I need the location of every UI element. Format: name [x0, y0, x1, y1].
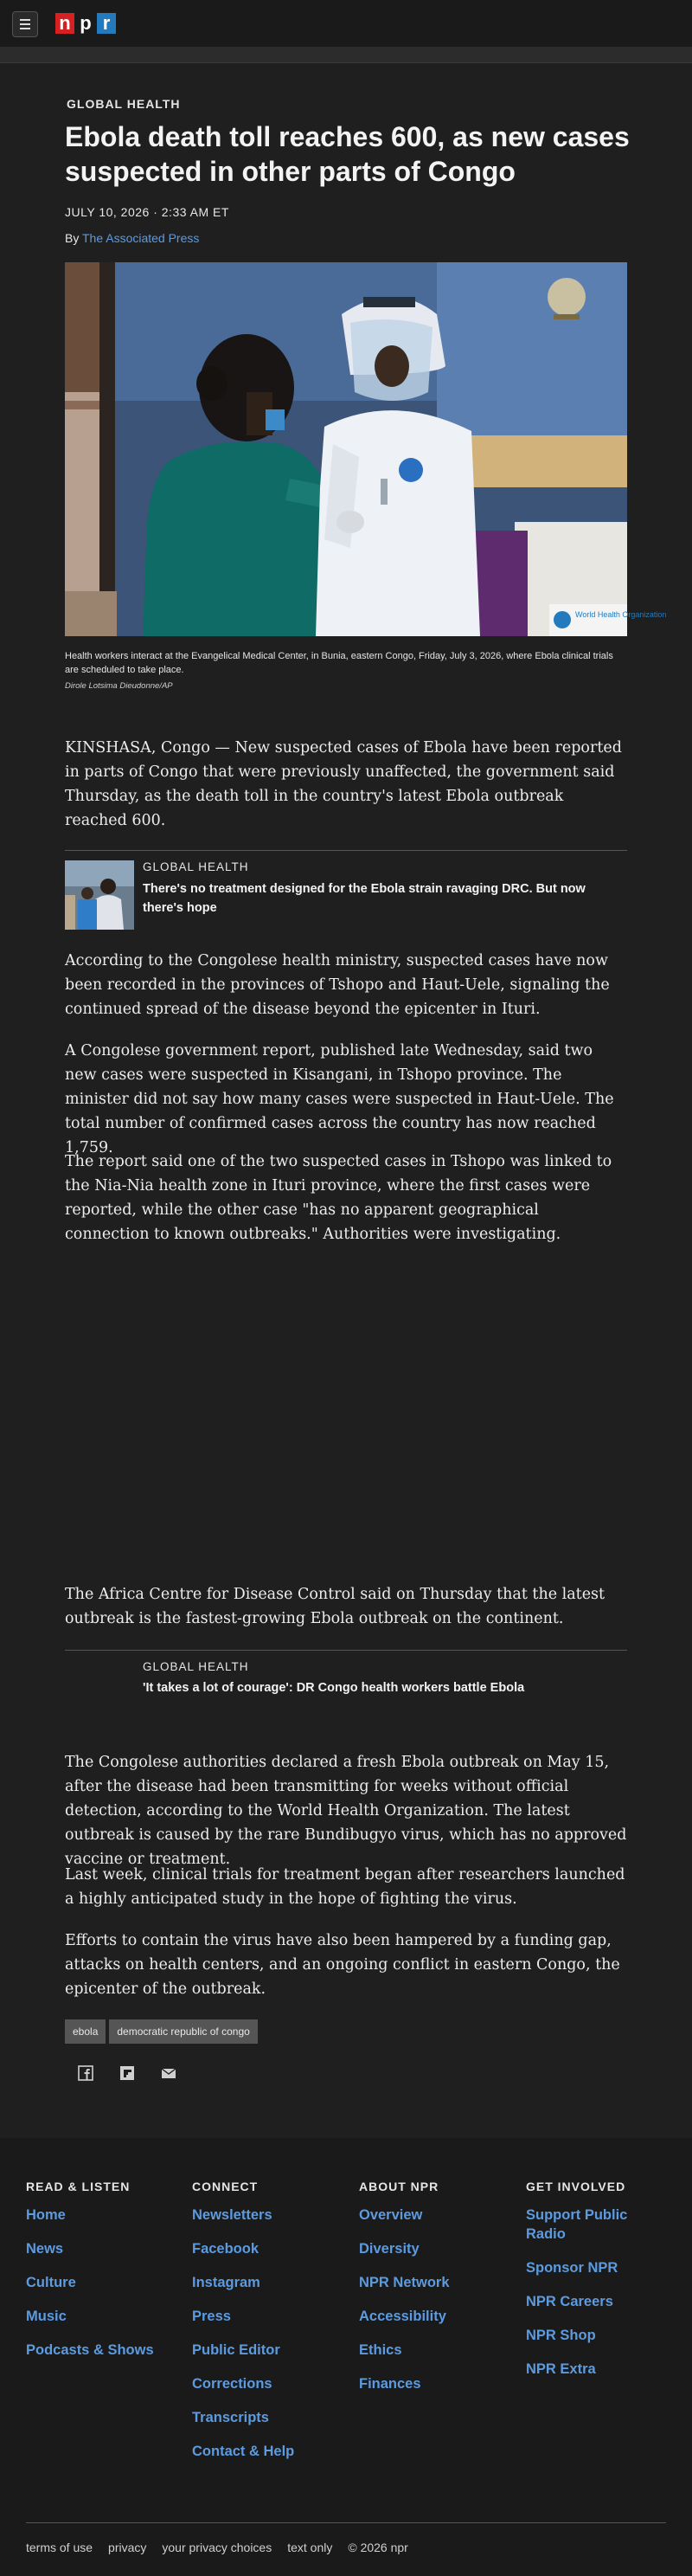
footer-link-accessibility[interactable]: Accessibility	[359, 2309, 446, 2324]
ad-placeholder	[65, 1264, 627, 1567]
footer-copyright: © 2026 npr	[348, 2541, 408, 2554]
byline	[65, 231, 199, 245]
photo-credit: Dirole Lotsima Dieudonne/AP	[65, 681, 173, 691]
paragraph-1: KINSHASA, Congo — New suspected cases of Ebola have been reported in parts of Congo that were previously unaffected, the government said Thursday, as the death toll in the country's latest Ebola outbreak reached 600.	[65, 739, 622, 829]
footer-link-support[interactable]: Support Public Radio	[526, 2207, 628, 2242]
footer-link-finances[interactable]: Finances	[359, 2376, 421, 2392]
article-date: JULY 10, 2026 · 2:33 AM ET	[65, 205, 229, 219]
tag-drc[interactable]: democratic republic of congo	[109, 2019, 257, 2044]
footer-link-overview[interactable]: Overview	[359, 2207, 423, 2223]
byline-prefix: By	[65, 231, 82, 245]
footer-link-contact[interactable]: Contact & Help	[192, 2444, 295, 2459]
footer-link-corrections[interactable]: Corrections	[192, 2376, 272, 2392]
author-link[interactable]: The Associated Press	[81, 231, 200, 245]
footer-column-connect	[192, 2180, 339, 2476]
footer-link-newsletters[interactable]: Newsletters	[192, 2207, 272, 2223]
tag-list	[65, 2019, 258, 2044]
header-divider	[0, 48, 692, 63]
site-footer	[0, 2138, 692, 2576]
hamburger-icon[interactable]	[12, 11, 38, 37]
logo-letter-p: p	[76, 13, 95, 34]
top-navigation-bar	[0, 0, 692, 48]
footer-link-npr-network[interactable]: NPR Network	[359, 2275, 450, 2290]
footer-link-instagram[interactable]: Instagram	[192, 2275, 260, 2290]
lead-photo	[65, 262, 667, 636]
related-story-thumbnail[interactable]	[65, 860, 134, 930]
footer-link-extra[interactable]: NPR Extra	[526, 2361, 596, 2377]
paragraph-3: A Congolese government report, published late Wednesday, said two new cases were suspected in Kisangani, in Tshopo province. The minister did not say how many cases were suspected in Haut-Uele. The total number of confirmed cases across the country has now reached 1,759.	[65, 1042, 614, 1156]
related-story-1[interactable]	[65, 850, 627, 937]
footer-heading: CONNECT	[192, 2180, 259, 2193]
flipboard-icon[interactable]	[119, 2065, 135, 2081]
footer-terms-link[interactable]: terms of use	[26, 2541, 93, 2554]
footer-link-transcripts[interactable]: Transcripts	[192, 2410, 269, 2425]
footer-privacy-link[interactable]: privacy	[108, 2541, 147, 2554]
paragraph-6: The Congolese authorities declared a fresh Ebola outbreak on May 15, after the disease had been transmitting for weeks without official detection, according to the World Health Organization. The latest outbreak is caused by the rare Bundibugyo virus, which has no approved vaccine or treatment.	[65, 1754, 627, 1868]
paragraph-2: According to the Congolese health ministry, suspected cases have now been recorded in the provinces of Tshopo and Haut-Uele, signaling the continued spread of the disease beyond the epicenter in Ituri.	[65, 952, 610, 1018]
footer-link-home[interactable]: Home	[26, 2207, 66, 2223]
footer-link-facebook[interactable]: Facebook	[192, 2241, 260, 2257]
footer-text-only-link[interactable]: text only	[287, 2541, 333, 2554]
footer-legal-links	[26, 2541, 424, 2554]
footer-link-culture[interactable]: Culture	[26, 2275, 76, 2290]
footer-link-careers[interactable]: NPR Careers	[526, 2294, 613, 2309]
paragraph-5: The Africa Centre for Disease Control said on Thursday that the latest outbreak is the fastest-growing Ebola outbreak on the continent.	[65, 1586, 606, 1627]
who-sign-text: World Health Organization	[575, 610, 667, 619]
footer-link-shop[interactable]: NPR Shop	[526, 2328, 596, 2343]
facebook-icon[interactable]	[78, 2065, 93, 2081]
footer-link-music[interactable]: Music	[26, 2309, 67, 2324]
footer-link-press[interactable]: Press	[192, 2309, 231, 2324]
footer-column-get-involved	[526, 2180, 669, 2393]
lead-photo-illustration	[65, 262, 667, 636]
logo-letter-n: n	[55, 13, 74, 34]
article-headline: Ebola death toll reaches 600, as new cases suspected in other parts of Congo	[65, 121, 630, 187]
paragraph-4: The report said one of the two suspected cases in Tshopo was linked to the Nia-Nia health zone in Ituri province, where the first cases were reported, while the other case "has no apparent geographical connection to known outbreaks." Authorities were investigating.	[65, 1153, 612, 1243]
footer-link-sponsor[interactable]: Sponsor NPR	[526, 2260, 618, 2276]
related-thumbnail-image	[65, 860, 134, 930]
footer-link-diversity[interactable]: Diversity	[359, 2241, 420, 2257]
npr-logo[interactable]	[55, 13, 116, 34]
footer-heading: GET INVOLVED	[526, 2180, 626, 2193]
footer-heading: ABOUT NPR	[359, 2180, 439, 2193]
paragraph-7: Last week, clinical trials for treatment began after researchers launched a highly anticipated study in the hope of fighting the virus.	[65, 1866, 625, 1908]
footer-link-podcasts[interactable]: Podcasts & Shows	[26, 2342, 154, 2358]
photo-caption: Health workers interact at the Evangelical Medical Center, in Bunia, eastern Congo, Friday, July 3, 2026, where Ebola clinical trials are scheduled to take place.	[65, 651, 613, 675]
footer-divider	[26, 2522, 666, 2523]
section-label[interactable]: GLOBAL HEALTH	[67, 97, 181, 111]
related-story-title[interactable]: 'It takes a lot of courage': DR Congo health workers battle Ebola	[143, 1681, 525, 1695]
share-tools	[78, 2065, 176, 2081]
related-story-label: GLOBAL HEALTH	[143, 860, 249, 873]
footer-link-ethics[interactable]: Ethics	[359, 2342, 402, 2358]
footer-column-about	[359, 2180, 506, 2408]
related-story-label: GLOBAL HEALTH	[143, 1660, 249, 1673]
paragraph-8: Efforts to contain the virus have also been hampered by a funding gap, attacks on health centers, and an ongoing conflict in eastern Congo, the epicenter of the outbreak.	[65, 1932, 620, 1998]
email-icon[interactable]	[161, 2065, 176, 2081]
footer-column-read-listen	[26, 2180, 173, 2374]
logo-letter-r: r	[97, 13, 116, 34]
related-story-2[interactable]	[65, 1650, 627, 1702]
footer-link-public-editor[interactable]: Public Editor	[192, 2342, 280, 2358]
related-story-title[interactable]: There's no treatment designed for the Ebola strain ravaging DRC. But now there's hope	[143, 882, 586, 915]
footer-heading: READ & LISTEN	[26, 2180, 131, 2193]
footer-privacy-choices-link[interactable]: your privacy choices	[162, 2541, 272, 2554]
tag-ebola[interactable]: ebola	[65, 2019, 106, 2044]
footer-link-news[interactable]: News	[26, 2241, 64, 2257]
